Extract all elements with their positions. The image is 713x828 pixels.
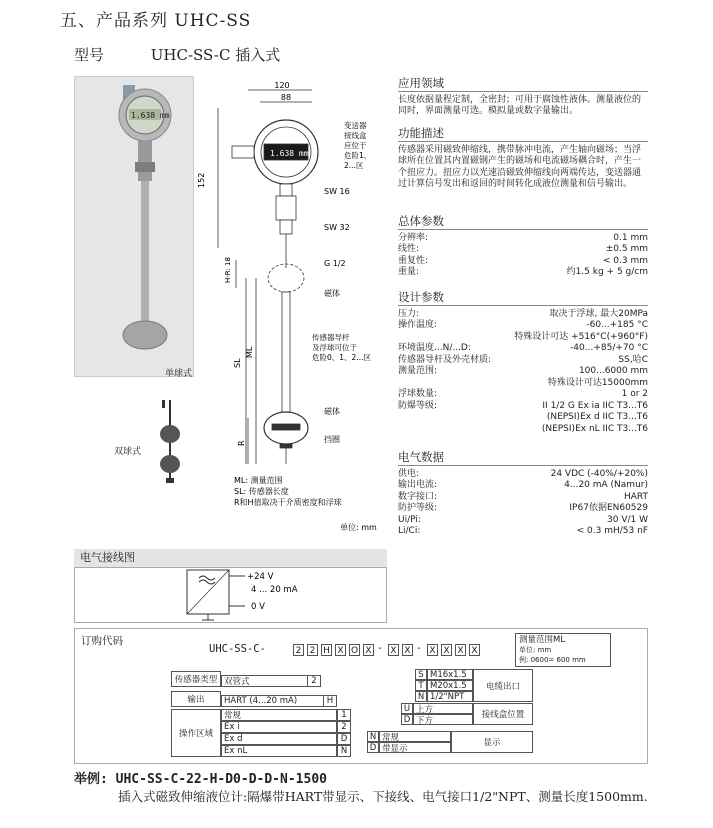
range-note-2: 例: 0600= 600 mm <box>519 656 586 664</box>
wiring-title: 电气接线图 <box>74 549 387 567</box>
design-value: SS,哈C <box>618 354 648 365</box>
spec-design <box>398 292 648 435</box>
design-value: II 1/2 G Ex ia IIC T3...T6 <box>542 400 648 411</box>
electrical-value: IP67依据EN60529 <box>569 503 648 513</box>
op-row-name: 常规 <box>221 709 337 721</box>
spec-application <box>398 78 648 118</box>
guide-note-2: 危险0、1、2...区 <box>312 353 371 362</box>
design-row <box>398 332 648 344</box>
code-box: X <box>388 644 399 656</box>
output-value: HART (4...20 mA) <box>221 695 337 707</box>
design-title: 设计参数 <box>398 290 444 304</box>
code-dash: - <box>417 643 421 654</box>
electrical-key: 防护等级: <box>398 503 438 513</box>
electrical-row <box>398 503 648 515</box>
dim-120: 120 <box>274 81 290 90</box>
junction-note-0: 变送器 <box>344 121 367 130</box>
design-row <box>398 343 648 355</box>
box-label: 接线盒位置 <box>473 703 533 725</box>
disp-name: 常规 <box>379 731 451 742</box>
code-box: O <box>350 646 359 656</box>
design-value: (NEPSI)Ex nL IIC T3...T6 <box>541 423 648 434</box>
design-row <box>398 366 648 378</box>
code-box: X <box>455 644 466 656</box>
disp-code: D <box>367 742 379 753</box>
general-key: 分辨率: <box>398 232 429 243</box>
code-box: X <box>469 644 480 656</box>
elec-label: 电缆出口 <box>473 669 533 702</box>
general-value: < 0.3 mm <box>602 255 648 266</box>
design-row <box>398 389 648 401</box>
code-box: H <box>321 644 332 656</box>
general-row <box>398 244 648 256</box>
range-note-1: 单位: mm <box>519 646 552 654</box>
electrical-key: Ui/Pi: <box>398 514 421 525</box>
electrical-key: Li/Ci: <box>398 526 421 536</box>
label-sw32: SW 32 <box>324 223 350 232</box>
guide-note-0: 传感器导杆 <box>312 333 350 342</box>
general-row <box>398 267 648 279</box>
disp-label: 显示 <box>451 731 533 753</box>
label-magnet-1: 磁体 <box>324 289 340 298</box>
dim-sl: SL <box>233 358 242 368</box>
code-dash: - <box>378 643 382 654</box>
code-box: 2 <box>293 644 304 656</box>
design-row <box>398 309 648 321</box>
electrical-value: < 0.3 mH/53 nF <box>576 526 648 536</box>
elec-code: S <box>415 669 427 680</box>
electrical-value: 30 V/1 W <box>607 514 648 525</box>
op-row-code: 1 <box>337 709 351 721</box>
wiring-diagram <box>75 568 386 622</box>
dim-152: 152 <box>197 172 206 188</box>
design-row <box>398 355 648 367</box>
junction-note-4: 2...区 <box>344 161 364 170</box>
design-value: (NEPSI)Ex d IIC T3...T6 <box>546 412 648 422</box>
label-sw16: SW 16 <box>324 187 350 196</box>
box-name: 上方 <box>413 703 473 714</box>
electrical-row <box>398 492 648 504</box>
junction-note-2: 应位于 <box>344 141 367 150</box>
unit-label: 单位: mm <box>340 523 377 532</box>
general-value: 约1.5 kg + 5 g/cm <box>566 267 648 277</box>
drawing-display-text: 1.638 mm <box>270 149 309 158</box>
model-label: 型号 <box>74 46 105 64</box>
single-ball-caption: 单球式 <box>164 369 192 379</box>
application-title: 应用领域 <box>398 76 444 90</box>
spec-function <box>398 128 648 191</box>
general-key: 线性: <box>398 244 420 254</box>
design-row <box>398 401 648 413</box>
op-row-code: N <box>337 745 351 757</box>
photo-display-text: 1.638 mm <box>131 111 170 120</box>
dim-hr18: H-R: 18 <box>224 257 232 283</box>
function-title: 功能描述 <box>398 126 444 140</box>
op-row-name: Ex nL <box>221 745 337 757</box>
legend-2: R和H值取决于介质密度和浮球 <box>234 498 342 507</box>
disp-name: 带显示 <box>379 742 451 753</box>
model-line <box>74 44 280 65</box>
design-value: 100...6000 mm <box>578 366 648 376</box>
design-value: 取决于浮球, 最大20MPa <box>549 308 648 319</box>
function-text: 传感器采用磁致伸缩线，携带脉冲电流，产生轴向磁场；当浮球所在位置其内置磁钢产生的磁场和电流磁场耦合时，产生一个扭应力。扭应力以光速沿磁致伸缩线向两端传达，变送器通过计算信号发出和返回的时间转化成液位测量和信号输出。 <box>398 144 642 189</box>
design-key: 传感器导杆及外壳材质: <box>398 354 492 365</box>
design-key: 浮球数量: <box>398 389 438 399</box>
order-prefix: UHC-SS-C- <box>209 643 266 655</box>
box-name: 下方 <box>413 714 473 725</box>
product-photo-drawing <box>75 77 193 376</box>
section-title: 五、产品系列 UHC-SS <box>60 11 252 31</box>
general-value: ±0.5 mm <box>605 244 648 254</box>
junction-note-1: 接线盒 <box>344 131 367 140</box>
design-key: 操作温度: <box>398 320 438 330</box>
order-title: 订购代码 <box>81 635 123 647</box>
electrical-value: HART <box>623 491 648 502</box>
electrical-value: 24 VDC (-40%/+20%) <box>550 468 648 479</box>
application-text: 长度依据量程定制，全密封；可用于腐蚀性液体。测量液位的同时，界面测量可选。模拟量或数字量输出。 <box>398 94 642 116</box>
disp-code: N <box>367 731 379 742</box>
op-row-name: Ex d <box>221 733 337 745</box>
wiring-plus24: +24 V <box>247 572 274 582</box>
product-photo <box>74 76 194 377</box>
output-code: H <box>323 695 337 707</box>
code-box: X <box>335 644 346 656</box>
design-row <box>398 424 648 436</box>
general-row <box>398 233 648 245</box>
box-code: U <box>401 703 413 714</box>
dim-88: 88 <box>280 93 292 102</box>
design-key: 压力: <box>398 308 420 319</box>
junction-note-3: 危险1、 <box>344 151 372 160</box>
design-value: 1 or 2 <box>621 389 648 399</box>
range-note-0: 测量范围ML <box>519 635 566 645</box>
electrical-title: 电气数据 <box>398 450 444 464</box>
design-value: 特殊设计可达15000mm <box>547 377 648 388</box>
example-desc: 插入式磁致伸缩液位计:隔爆带HART带显示、下接线、电气接口1/2"NPT、测量长度1500mm. <box>118 789 648 804</box>
elec-name: M16x1.5 <box>427 669 473 680</box>
sensor-type-value: 双管式 <box>221 675 321 687</box>
model-value: UHC-SS-C 插入式 <box>150 46 281 64</box>
electrical-value: 4...20 mA (Namur) <box>564 480 648 490</box>
electrical-row <box>398 480 648 492</box>
op-row-code: D <box>337 733 351 745</box>
general-key: 重量: <box>398 267 420 277</box>
sensor-type-code: 2 <box>307 675 321 687</box>
dim-r: R <box>237 440 246 446</box>
general-title: 总体参数 <box>398 214 444 228</box>
wiring-current: 4 ... 20 mA <box>251 585 298 595</box>
general-key: 重复性: <box>398 255 429 266</box>
example-title: 举例: UHC-SS-C-22-H-D0-D-D-N-1500 <box>74 772 327 787</box>
general-row <box>398 256 648 268</box>
electrical-key: 数字接口: <box>398 491 438 502</box>
design-row <box>398 412 648 424</box>
legend-0: ML: 测量范围 <box>234 476 283 485</box>
electrical-key: 供电: <box>398 468 420 479</box>
code-box: 2 <box>307 644 318 656</box>
wiring-zero: 0 V <box>251 602 265 612</box>
electrical-row <box>398 515 648 527</box>
op-label: 操作区域 <box>171 709 221 757</box>
box-code: D <box>401 714 413 725</box>
code-box: X <box>441 644 452 656</box>
sensor-type-label: 传感器类型 <box>171 671 221 687</box>
output-label: 输出 <box>171 691 221 707</box>
code-box: X <box>427 644 438 656</box>
dim-ml: ML <box>245 346 254 358</box>
electrical-key: 输出电流: <box>398 480 438 490</box>
technical-drawing <box>197 78 390 533</box>
elec-name: M20x1.5 <box>427 680 473 691</box>
design-row <box>398 320 648 332</box>
design-value: -40...+85/+70 °C <box>570 343 648 353</box>
double-ball-caption: 双球式 <box>114 447 142 457</box>
range-note <box>515 633 611 667</box>
wiring-box <box>74 567 387 623</box>
double-ball-sketch <box>150 400 190 490</box>
design-key: 防爆等级: <box>398 400 438 411</box>
design-row <box>398 378 648 390</box>
design-value: -60...+185 °C <box>586 320 648 330</box>
order-code-box <box>74 628 648 764</box>
code-box: X <box>402 644 413 656</box>
guide-note-1: 及浮球可位于 <box>312 343 357 352</box>
design-key: 环境温度...N/...D: <box>398 343 471 353</box>
op-row-name: Ex i <box>221 721 337 733</box>
design-value: 特殊设计可达 +516°C(+960°F) <box>514 331 648 342</box>
spec-general <box>398 216 648 279</box>
spec-electrical <box>398 452 648 538</box>
general-value: 0.1 mm <box>613 232 648 243</box>
elec-code: N <box>415 691 427 702</box>
design-key: 测量范围: <box>398 366 438 376</box>
label-g12: G 1/2 <box>324 259 346 268</box>
label-magnet-2: 磁体 <box>324 407 340 416</box>
legend-1: SL: 传感器长度 <box>234 487 289 496</box>
electrical-row <box>398 526 648 538</box>
elec-code: T <box>415 680 427 691</box>
label-stop-ring: 挡圈 <box>324 435 340 444</box>
op-row-code: 2 <box>337 721 351 733</box>
code-box: X <box>363 644 374 656</box>
electrical-row <box>398 469 648 481</box>
elec-name: 1/2"NPT <box>427 691 473 702</box>
